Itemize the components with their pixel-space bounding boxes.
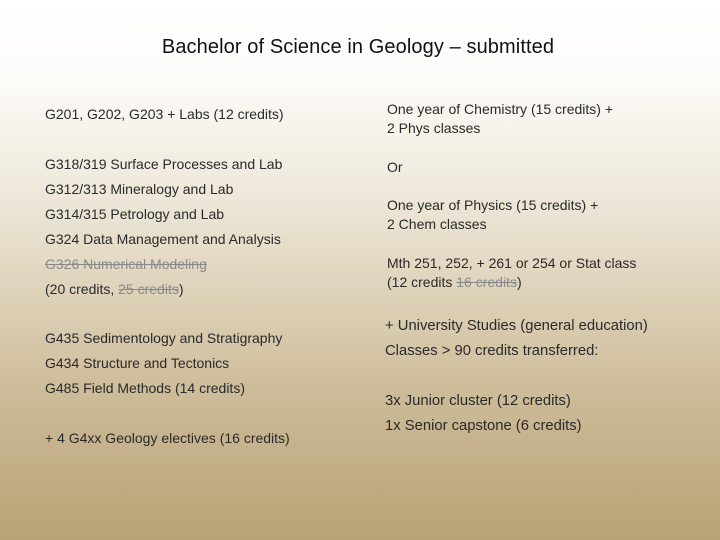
chemistry-requirement-line1: One year of Chemistry (15 credits) + — [387, 101, 614, 117]
geology-electives: + 4 G4xx Geology electives (16 credits) — [45, 430, 290, 446]
university-studies: + University Studies (general education) — [385, 318, 648, 334]
physics-requirement-line2: 2 Chem classes — [387, 216, 487, 232]
slide-title: Bachelor of Science in Geology – submitted — [161, 36, 555, 58]
course-numerical-modeling-struck: G326 Numerical Modeling — [45, 256, 207, 272]
course-structure-tectonics: G434 Structure and Tectonics — [45, 355, 230, 371]
math-credits-prefix: (12 credits — [387, 274, 457, 290]
chemistry-requirement-line2: 2 Phys classes — [387, 120, 481, 136]
physics-requirement-line1: One year of Physics (15 credits) + — [387, 197, 599, 213]
math-credits-line — [387, 273, 522, 292]
or-separator: Or — [387, 159, 403, 175]
math-credits-suffix: ) — [516, 274, 522, 290]
course-data-management: G324 Data Management and Analysis — [45, 231, 281, 247]
credits-prefix: (20 credits, — [45, 281, 119, 297]
junior-cluster: 3x Junior cluster (12 credits) — [385, 393, 571, 409]
credits-suffix: ) — [178, 281, 184, 297]
course-field-methods: G485 Field Methods (14 credits) — [45, 380, 245, 396]
senior-capstone: 1x Senior capstone (6 credits) — [385, 418, 582, 434]
course-intro-geology: G201, G202, G203 + Labs (12 credits) — [45, 106, 284, 122]
course-sedimentology: G435 Sedimentology and Stratigraphy — [45, 330, 283, 346]
math-requirement-line1: Mth 251, 252, + 261 or 254 or Stat class — [387, 255, 637, 271]
math-credits-struck: 16 credits — [456, 274, 517, 290]
core-credits-line — [45, 280, 184, 299]
course-petrology: G314/315 Petrology and Lab — [45, 206, 225, 222]
credits-struck: 25 credits — [118, 281, 179, 297]
classes-transferred: Classes > 90 credits transferred: — [385, 343, 599, 359]
course-mineralogy: G312/313 Mineralogy and Lab — [45, 181, 234, 197]
course-surface-processes: G318/319 Surface Processes and Lab — [45, 156, 283, 172]
